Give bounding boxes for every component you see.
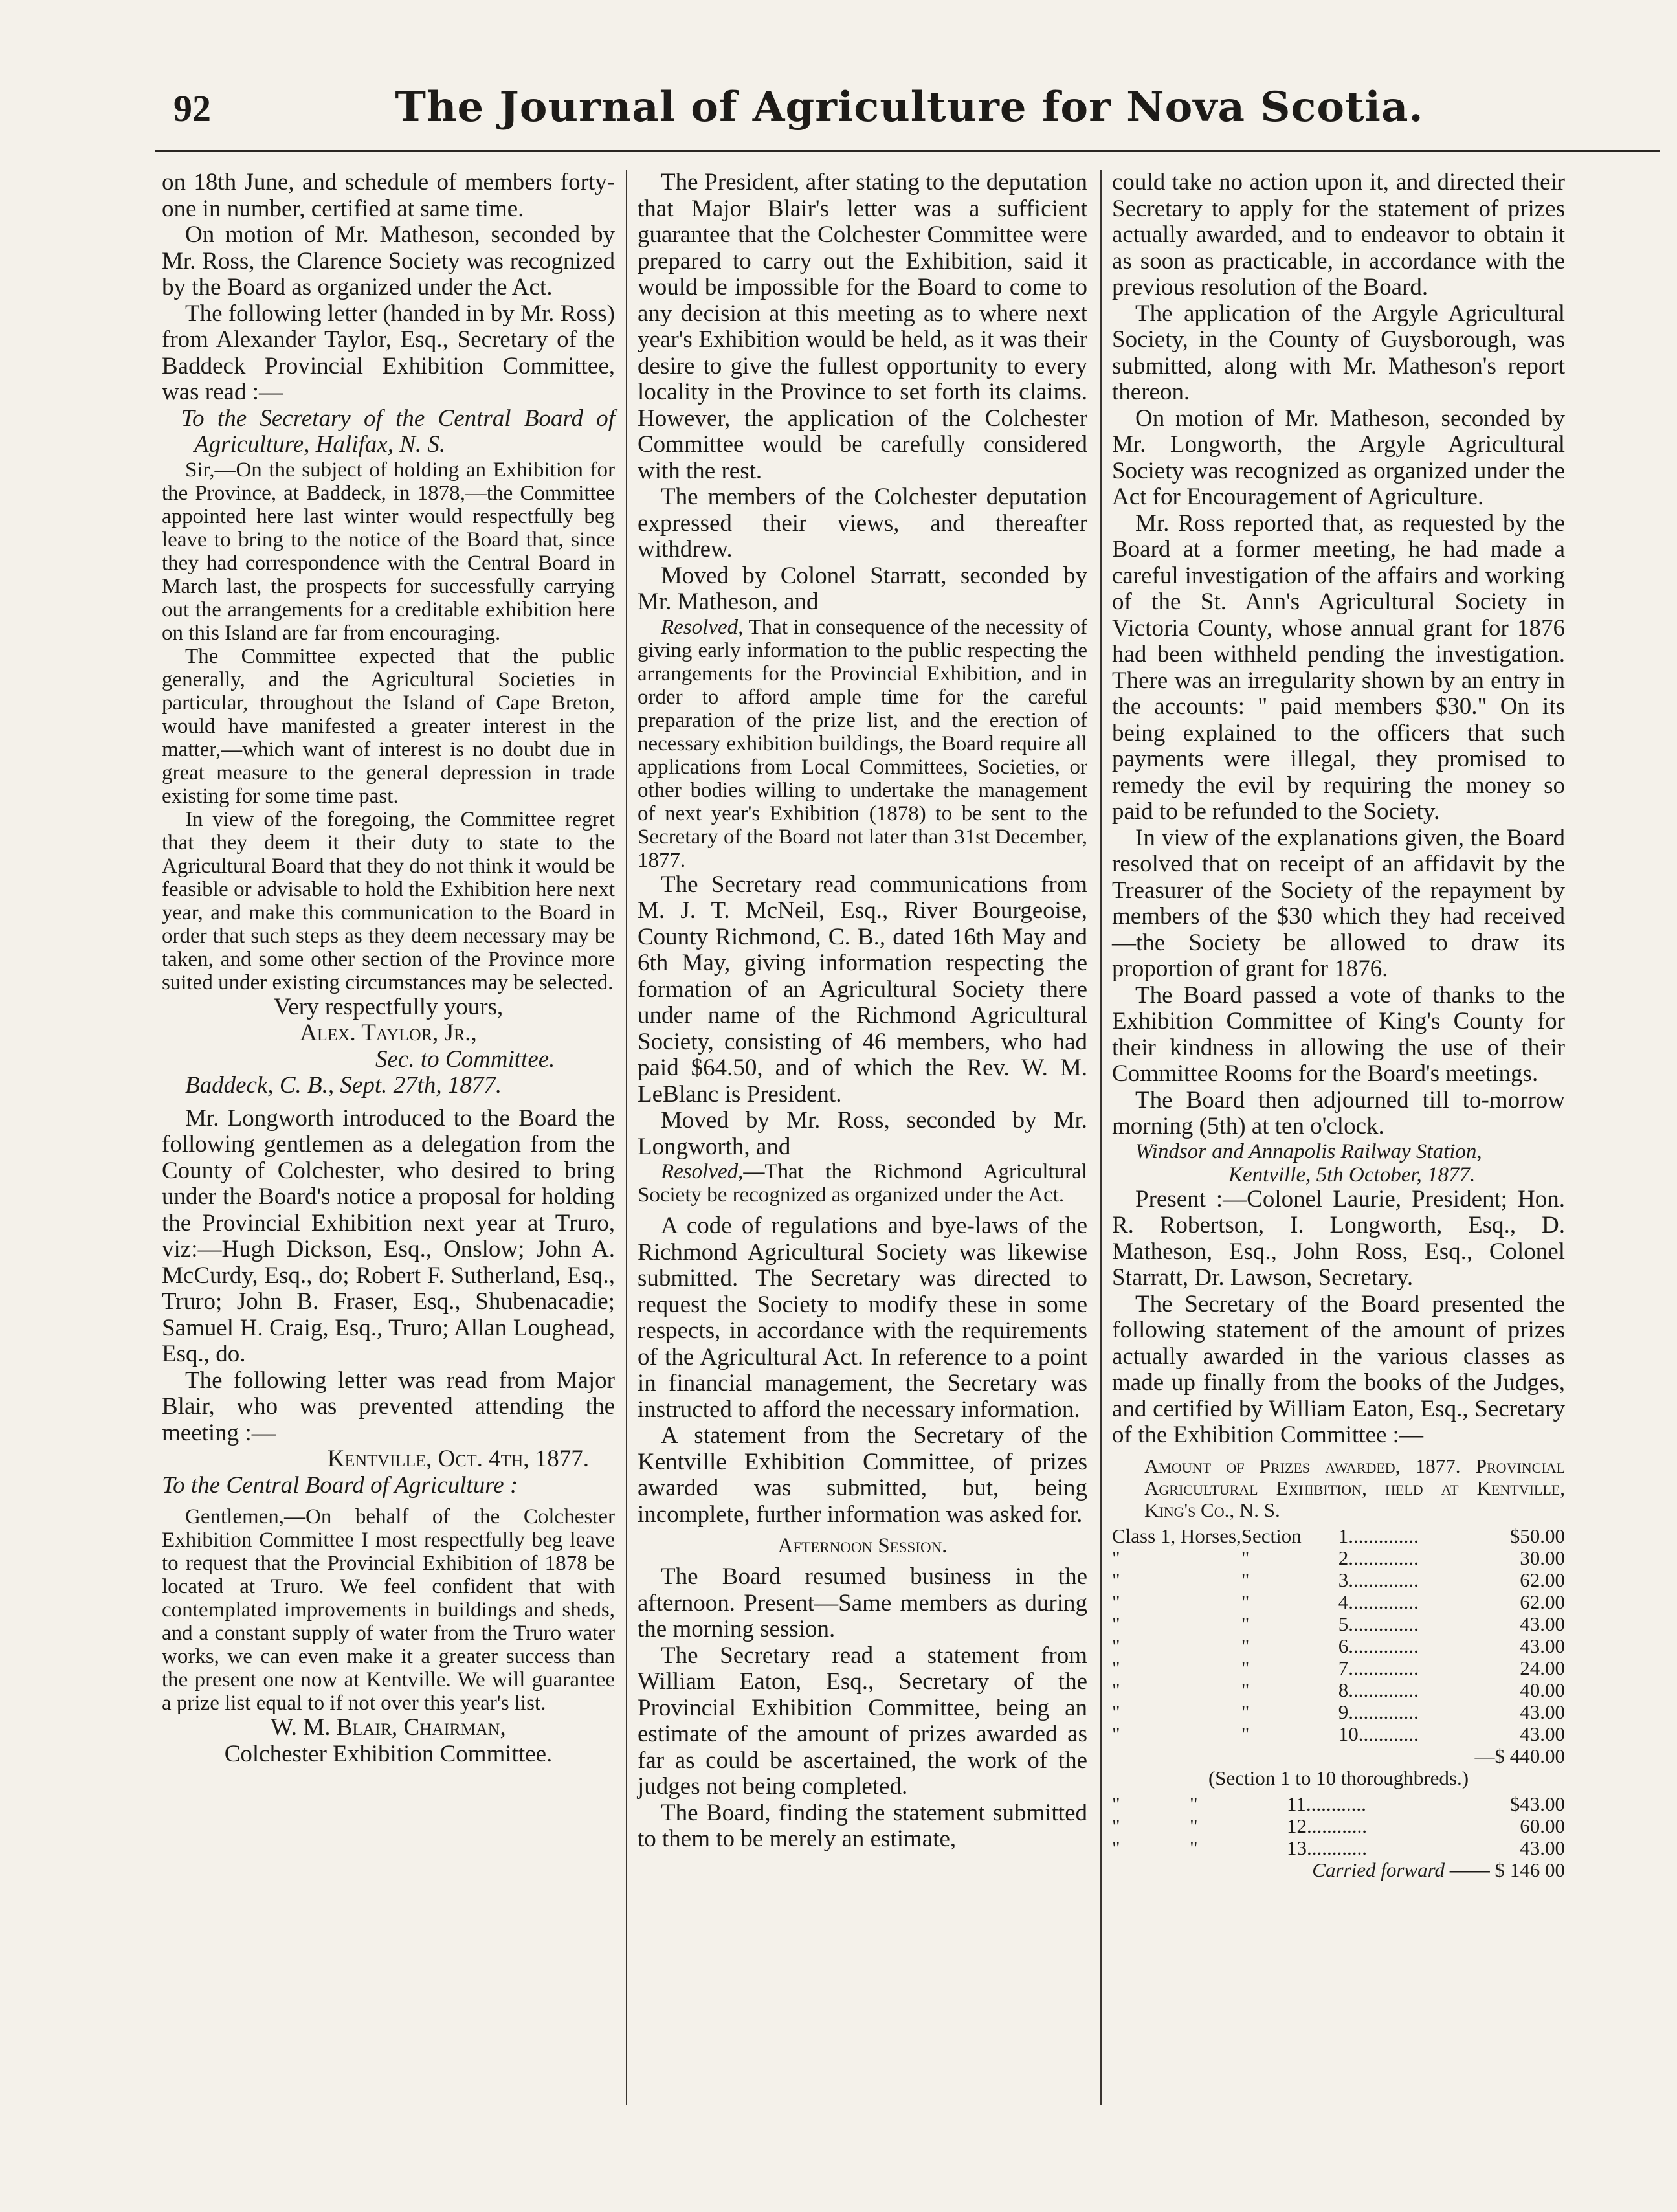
prize-section-number: 13............ bbox=[1287, 1836, 1367, 1859]
prize-section-number: 1.............. bbox=[1338, 1524, 1419, 1547]
prize-class: " bbox=[1112, 1546, 1120, 1569]
column-divider bbox=[626, 170, 627, 2105]
prize-amount: 43.00 bbox=[1520, 1836, 1565, 1859]
prize-row bbox=[1112, 1837, 1565, 1859]
paragraph: Moved by Colonel Starratt, seconded by Mr. Matheson, and bbox=[638, 562, 1087, 615]
paragraph: The Secretary of the Board presented the following statement of the amount of prizes actually awarded in the various classes as made up finally from the books of the Judges, and certified by William Eaton, Esq., Secretary of the Exhibition Committee :— bbox=[1112, 1290, 1565, 1448]
paragraph: The Board, finding the statement submitted to them to be merely an estimate, bbox=[638, 1799, 1087, 1852]
prize-section-label: " bbox=[1241, 1634, 1250, 1657]
prize-section-number: 2.............. bbox=[1338, 1546, 1419, 1569]
letter-signature: W. M. Blair, Chairman, bbox=[271, 1714, 506, 1741]
prize-section-label: " bbox=[1241, 1546, 1250, 1569]
prize-section-number: 9.............. bbox=[1338, 1700, 1419, 1723]
prize-section-label: " bbox=[1241, 1700, 1250, 1723]
prize-amount: 24.00 bbox=[1520, 1656, 1565, 1679]
page-header bbox=[155, 83, 1663, 148]
paragraph: The Secretary read a statement from William Eaton, Esq., Secretary of the Provincial Exhibition Committee, being an estimate of the amount of prizes awarded as far as could be ascertained, the work of the judges not being completed. bbox=[638, 1642, 1087, 1800]
prize-section-note: (Section 1 to 10 thoroughbreds.) bbox=[1208, 1766, 1469, 1789]
prize-section-number: 3.............. bbox=[1338, 1568, 1419, 1591]
prize-class: " bbox=[1112, 1722, 1120, 1745]
prize-row bbox=[1112, 1569, 1565, 1591]
prize-amount: 60.00 bbox=[1520, 1814, 1565, 1837]
prize-section-label: " bbox=[1241, 1568, 1250, 1591]
prize-section-label: " bbox=[1241, 1656, 1250, 1679]
prize-section-number: 10............ bbox=[1338, 1722, 1419, 1745]
prize-row bbox=[1112, 1793, 1565, 1815]
prize-class: " bbox=[1112, 1656, 1120, 1679]
paragraph: The Board resumed business in the afternoon. Present—Same members as during the morning session. bbox=[638, 1563, 1087, 1642]
prize-section-label: " bbox=[1241, 1678, 1250, 1701]
prize-subtotal: —$ 440.00 bbox=[1474, 1744, 1565, 1767]
prize-section-label: Section bbox=[1241, 1524, 1302, 1547]
header-rule bbox=[155, 150, 1660, 152]
column-1 bbox=[162, 170, 615, 1767]
prize-amount: 40.00 bbox=[1520, 1678, 1565, 1701]
prize-section-number: 6.............. bbox=[1338, 1634, 1419, 1657]
prize-table bbox=[1112, 1525, 1565, 1745]
letter-address: To the Central Board of Agriculture : bbox=[162, 1471, 518, 1499]
paragraph: Mr. Ross reported that, as requested by the Board at a former meeting, he had made a careful investigation of the affairs and working of the St. Ann's Agricultural Society in Victoria County, whose annual grant for 1876 had been withheld pending the investigation. There was an irregularity shown by an entry in the accounts: " paid members $30." On its being explained to the officers that such payments were illegal, they promised to remedy the evil by requiring the money so paid to be refunded to the Society. bbox=[1112, 509, 1565, 825]
paragraph: The following letter was read from Major Blair, who was prevented attending the meeting :— bbox=[162, 1367, 615, 1446]
paragraph: The Secretary read communications from M. J. T. McNeil, Esq., River Bourgeoise, County Richmond, C. B., dated 16th May and 6th May, giving information respecting the formation of an Agricultural Society there under name of the Richmond Agricultural Society, consisting of 46 members, who had paid $64.50, and of which the Rev. W. M. LeBlanc is President. bbox=[638, 871, 1087, 1108]
letter-paragraph: Sir,—On the subject of holding an Exhibition for the Province, at Baddeck, in 1878,—the Committee appointed here last winter would respectfully beg leave to bring to the notice of the Board that, since they had correspondence with the Central Board in March last, the prospects for successfully carrying out the arrangements for a creditable exhibition here on this Island are far from encouraging. bbox=[162, 458, 615, 645]
prize-amount: 62.00 bbox=[1520, 1590, 1565, 1613]
paragraph: Moved by Mr. Ross, seconded by Mr. Longworth, and bbox=[638, 1107, 1087, 1160]
prize-amount: $43.00 bbox=[1509, 1792, 1565, 1815]
paragraph: The application of the Argyle Agricultural Society, in the County of Guysborough, was submitted, along with Mr. Matheson's report thereon. bbox=[1112, 300, 1565, 405]
prize-class: Class 1, Horses, bbox=[1112, 1524, 1241, 1547]
paragraph: A code of regulations and bye-laws of the Richmond Agricultural Society was likewise submitted. The Secretary was directed to request the Society to modify these in some respects, in accordance with the requirements of the Agricultural Act. In reference to a point in financial management, the Secretary was instructed to afford the necessary information. bbox=[638, 1212, 1087, 1423]
prize-row bbox=[1112, 1635, 1565, 1657]
prize-section-number: 8.............. bbox=[1338, 1678, 1419, 1701]
page-number: 92 bbox=[173, 87, 211, 129]
letter-signer-role: Colchester Exhibition Committee. bbox=[224, 1740, 553, 1767]
letter-address: To the Secretary of the Central Board of Agriculture, Halifax, N. S. bbox=[181, 405, 615, 458]
prize-section-label: " bbox=[1241, 1590, 1250, 1613]
journal-title: The Journal of Agriculture for Nova Scotia. bbox=[395, 83, 1424, 131]
resolution bbox=[638, 1160, 1087, 1207]
prize-row bbox=[1112, 1525, 1565, 1547]
column-2 bbox=[638, 170, 1087, 1853]
prize-row bbox=[1112, 1679, 1565, 1701]
letter-closing: Very respectfully yours, bbox=[273, 993, 504, 1020]
prize-class: " bbox=[1112, 1568, 1120, 1591]
prize-row bbox=[1112, 1815, 1565, 1837]
prize-row bbox=[1112, 1547, 1565, 1569]
paragraph: The Board then adjourned till to-morrow morning (5th) at ten o'clock. bbox=[1112, 1086, 1565, 1139]
prize-class: " bbox=[1112, 1590, 1120, 1613]
prize-amount: $50.00 bbox=[1509, 1524, 1565, 1547]
paragraph: Mr. Longworth introduced to the Board the following gentlemen as a delegation from the County of Colchester, who desired to bring under the Board's notice a proposal for holding the Provincial Exhibition next year at Truro, viz:—Hugh Dickson, Esq., Onslow; John A. McCurdy, Esq., do; Robert F. Sutherland, Esq., Truro; John B. Fraser, Esq., Shubenacadie; Samuel H. Craig, Esq., Truro; Allan Loughead, Esq., do. bbox=[162, 1104, 615, 1367]
prize-row bbox=[1112, 1591, 1565, 1613]
prize-class: " bbox=[1112, 1678, 1120, 1701]
paragraph: The members of the Colchester deputation expressed their views, and thereafter withdrew. bbox=[638, 484, 1087, 563]
paragraph: In view of the explanations given, the Board resolved that on receipt of an affidavit by the Treasurer of the Society of the repayment by members of the $30 which they had received—the Society be allowed to draw its proportion of grant for 1876. bbox=[1112, 824, 1565, 982]
letter-paragraph: Gentlemen,—On behalf of the Colchester Exhibition Committee I most respectfully beg leave to request that the Provincial Exhibition of 1878 be located at Truro. We feel confident that with contemplated improvements in buildings and sheds, and a constant supply of water from the Truro water works, we can even make it a greater success than the present one now at Kentville. We will guarantee a prize list equal to if not over this year's list. bbox=[162, 1505, 615, 1715]
prize-section-label: " bbox=[1190, 1836, 1198, 1859]
prize-amount: 43.00 bbox=[1520, 1722, 1565, 1745]
paragraph: Present :—Colonel Laurie, President; Hon. R. Robertson, I. Longworth, Esq., D. Matheson, Esq., John Ross, Esq., Colonel Starratt, Dr. Lawson, Secretary. bbox=[1112, 1185, 1565, 1291]
prize-section-label: " bbox=[1190, 1792, 1198, 1815]
column-divider bbox=[1100, 170, 1102, 2105]
letter-place-date: Baddeck, C. B., Sept. 27th, 1877. bbox=[185, 1072, 502, 1099]
prize-row bbox=[1112, 1657, 1565, 1679]
prize-section-number: 4.............. bbox=[1338, 1590, 1419, 1613]
prize-table bbox=[1112, 1793, 1565, 1859]
prize-section-number: 11............ bbox=[1287, 1792, 1366, 1815]
prize-amount: 62.00 bbox=[1520, 1568, 1565, 1591]
prize-class: " bbox=[1112, 1700, 1120, 1723]
paragraph: On motion of Mr. Matheson, seconded by Mr. Longworth, the Argyle Agricultural Society was recognized as organized under the Act for Encouragement of Agriculture. bbox=[1112, 405, 1565, 510]
paragraph: on 18th June, and schedule of members forty-one in number, certified at same time. bbox=[162, 169, 615, 222]
prize-section-label: " bbox=[1190, 1814, 1198, 1837]
prize-amount: 43.00 bbox=[1520, 1634, 1565, 1657]
resolution-text: —That the Richmond Agricultural Society be recognized as organized under the Act. bbox=[638, 1160, 1087, 1207]
carried-forward bbox=[1112, 1859, 1565, 1881]
paragraph: The following letter (handed in by Mr. Ross) from Alexander Taylor, Esq., Secretary of the Baddeck Provincial Exhibition Committee, was read :— bbox=[162, 300, 615, 405]
letter-place-date: Kentville, Oct. 4th, 1877. bbox=[327, 1446, 589, 1472]
prize-section-label: " bbox=[1241, 1612, 1250, 1635]
prize-amount: 43.00 bbox=[1520, 1612, 1565, 1635]
prize-class: " bbox=[1112, 1634, 1120, 1657]
paragraph: A statement from the Secretary of the Kentville Exhibition Committee, of prizes awarded was submitted, but, being incomplete, further information was asked for. bbox=[638, 1422, 1087, 1528]
prize-section-number: 5.............. bbox=[1338, 1612, 1419, 1635]
letter-signature: Alex. Taylor, Jr., bbox=[300, 1020, 477, 1046]
prize-section-number: 12............ bbox=[1287, 1814, 1367, 1837]
letter-paragraph: The Committee expected that the public generally, and the Agricultural Societies in particular, throughout the Island of Cape Breton, would have manifested a greater interest in the matter,—which want of interest is no doubt due in great measure to the general depression in trade existing for some time past. bbox=[162, 644, 615, 808]
letter-paragraph: In view of the foregoing, the Committee regret that they deem it their duty to state to the Agricultural Board that they do not think it would be feasible or advisable to hold the Exhibition here next year, and make this communication to the Board in order that such steps as they deem necessary may be taken, and some other section of the Province more suited under existing circumstances may be selected. bbox=[162, 807, 615, 994]
paragraph: The Board passed a vote of thanks to the Exhibition Committee of King's County for their kindness in allowing the use of their Committee Rooms for the Board's meetings. bbox=[1112, 981, 1565, 1087]
session-heading: Afternoon Session. bbox=[777, 1534, 948, 1558]
prize-class: " bbox=[1112, 1612, 1120, 1635]
prize-row bbox=[1112, 1701, 1565, 1723]
paragraph: could take no action upon it, and directed their Secretary to apply for the statement of prizes actually awarded, and to endeavor to obtain it as soon as practicable, in accordance with the previous resolution of the Board. bbox=[1112, 169, 1565, 300]
resolution-label: Resolved, bbox=[661, 1160, 744, 1183]
paragraph: The President, after stating to the deputation that Major Blair's letter was a sufficient guarantee that the Colchester Committee were prepared to carry out the Exhibition, said it would be impossible for the Board to come to any decision at this meeting as to where next year's Exhibition would be held, as it was their desire to give the fullest opportunity to every locality in the Province to set forth its claims. However, the application of the Colchester Committee would be carefully considered with the rest. bbox=[638, 169, 1087, 484]
prize-table-heading: Amount of Prizes awarded, 1877. Provincial Agricultural Exhibition, held at Kentville, King's Co., N. S. bbox=[1144, 1454, 1565, 1521]
prize-class: " bbox=[1112, 1792, 1120, 1815]
letter-signer-role: Sec. to Committee. bbox=[375, 1045, 555, 1073]
prize-amount: 30.00 bbox=[1520, 1546, 1565, 1569]
paragraph: On motion of Mr. Matheson, seconded by Mr. Ross, the Clarence Society was recognized by the Board as organized under the Act. bbox=[162, 221, 615, 300]
resolution-label: Resolved, bbox=[661, 615, 744, 639]
prize-class: " bbox=[1112, 1836, 1120, 1859]
prize-section-number: 7.............. bbox=[1338, 1656, 1419, 1679]
resolution bbox=[638, 616, 1087, 872]
prize-section-label: " bbox=[1241, 1722, 1250, 1745]
prize-row bbox=[1112, 1723, 1565, 1745]
prize-class: " bbox=[1112, 1814, 1120, 1837]
prize-amount: 43.00 bbox=[1520, 1700, 1565, 1723]
meeting-date: Kentville, 5th October, 1877. bbox=[1228, 1163, 1476, 1187]
resolution-text: That in consequence of the necessity of giving early information to the public respecting the arrangements for the Provincial Exhibition, and in order to afford ample time for the careful preparation of the prize list, and the erection of necessary exhibition buildings, the Board require all applications from Local Committees, Societies, or other bodies willing to undertake the management of next year's Exhibition (1878) to be sent to the Secretary of the Board not later than 31st December, 1877. bbox=[638, 615, 1087, 872]
meeting-place: Windsor and Annapolis Railway Station, bbox=[1135, 1139, 1482, 1163]
prize-row bbox=[1112, 1613, 1565, 1635]
column-3 bbox=[1112, 170, 1565, 1881]
carried-forward-amount: —— $ 146 00 bbox=[1449, 1858, 1565, 1881]
carried-forward-label: Carried forward bbox=[1312, 1858, 1445, 1881]
